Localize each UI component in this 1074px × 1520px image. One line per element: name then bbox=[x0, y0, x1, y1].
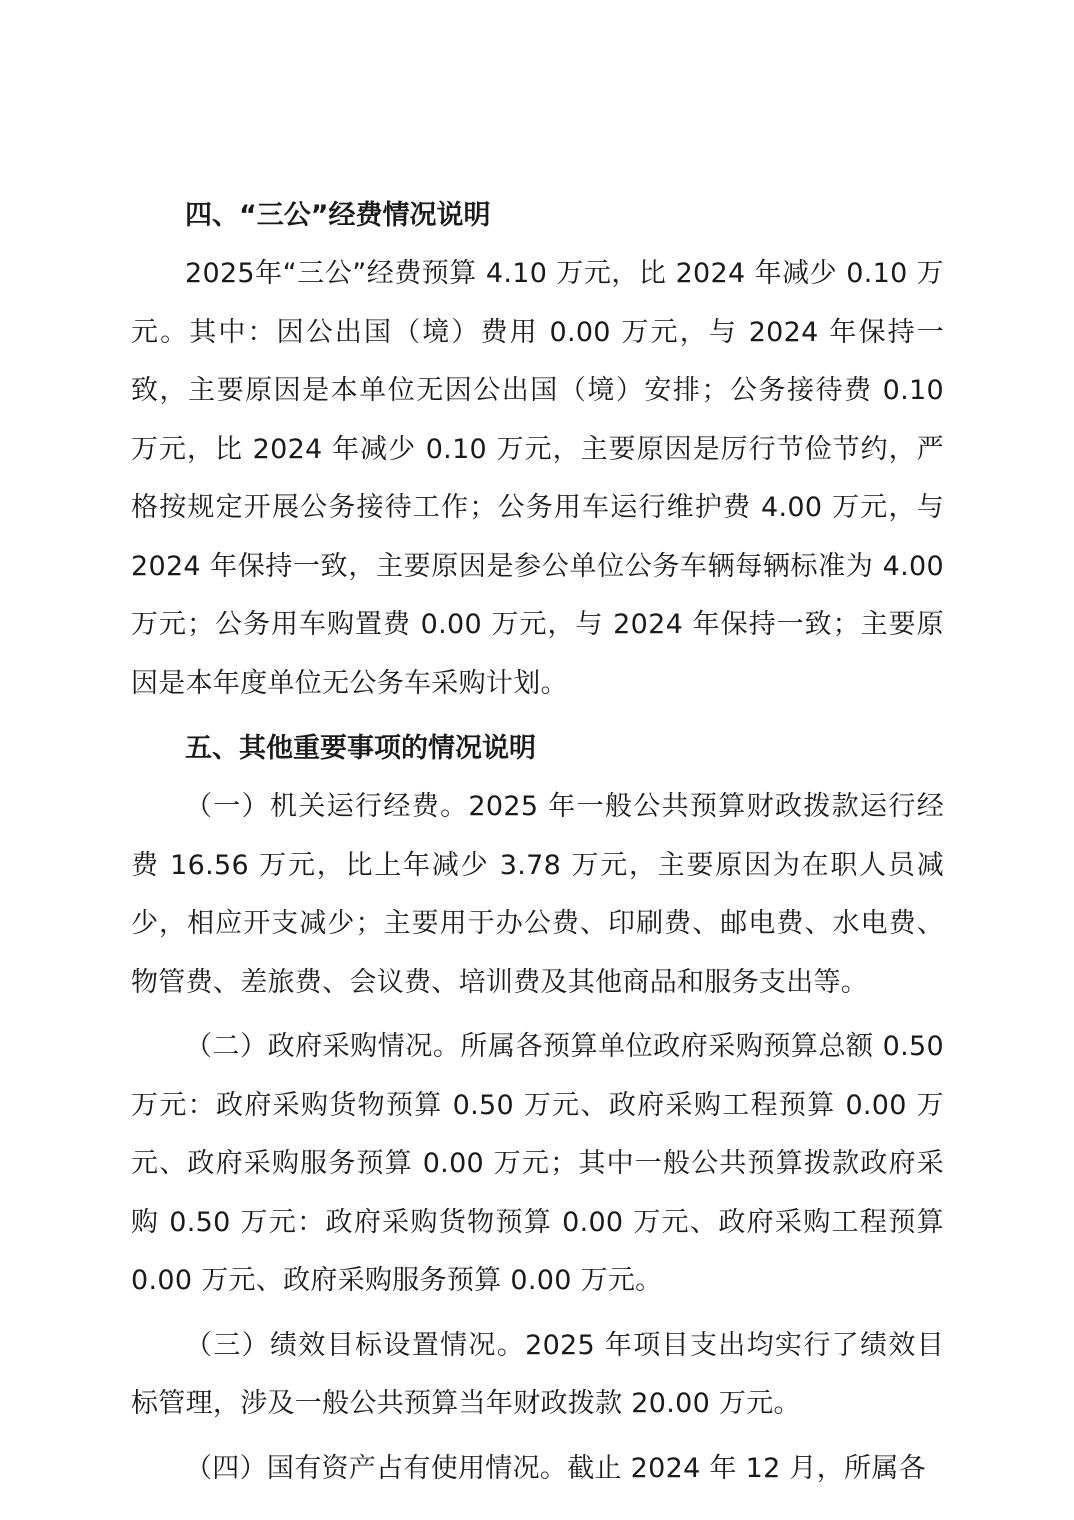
section-five-item-two: （二）政府采购情况。所属各预算单位政府采购预算总额 0.50 万元：政府采购货物预算 0.50 万元、政府采购工程预算 0.00 万元、政府采购服务预算 0.00 万元；其中一般公共预算拨款政府采购 0.50 万元：政府采购货物预算 0.00 万元、政府采购工程预算 0.00 万元、政府采购服务预算 0.00 万元。 bbox=[131, 1031, 944, 1296]
section-four-paragraph: 2025年“三公”经费预算 4.10 万元，比 2024 年减少 0.10 万元。其中：因公出国（境）费用 0.00 万元，与 2024 年保持一致，主要原因是本单位无因公出国（境）安排；公务接待费 0.10 万元，比 2024 年减少 0.10 万元，主要原因是厉行节俭节约，严格按规定开展公务接待工作；公务用车运行维护费 4.00 万元，与 2024 年保持一致，主要原因是参公单位公务车辆每辆标准为 4.00 万元；公务用车购置费 0.00 万元，与 2024 年保持一致；主要原因是本年度单位无公务车采购计划。 bbox=[131, 258, 944, 699]
document-body bbox=[131, 186, 944, 1498]
section-heading-five: 五、其他重要事项的情况说明 bbox=[185, 733, 536, 764]
section-five-item-three: （三）绩效目标设置情况。2025 年项目支出均实行了绩效目标管理，涉及一般公共预算当年财政拨款 20.00 万元。 bbox=[131, 1329, 944, 1419]
section-five-item-one: （一）机关运行经费。2025 年一般公共预算财政拨款运行经费 16.56 万元，比上年减少 3.78 万元，主要原因为在职人员减少，相应开支减少；主要用于办公费、印刷费、邮电费、水电费、物管费、差旅费、会议费、培训费及其他商品和服务支出等。 bbox=[131, 791, 944, 998]
section-five-item-four: （四）国有资产占有使用情况。截止 2024 年 12 月，所属各 bbox=[185, 1452, 926, 1484]
section-heading-four: 四、“三公”经费情况说明 bbox=[185, 200, 491, 231]
